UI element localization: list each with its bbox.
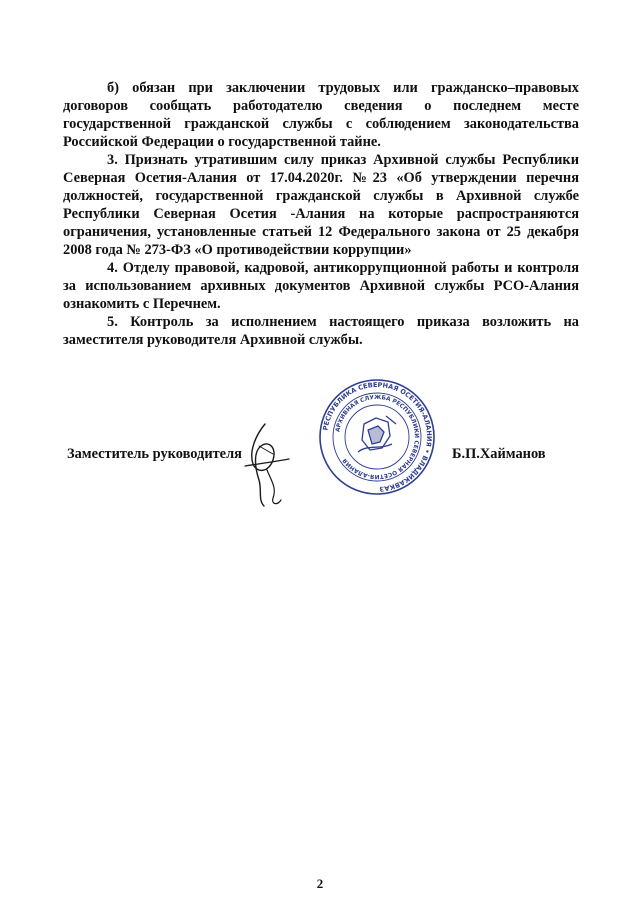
page-number: 2 [316,876,324,891]
document-body [63,79,579,349]
paragraph-4: 4. Отделу правовой, кадровой, антикоррупционной работы и контроля за использованием архивных документов Архивной службы РСО-Алания ознакомить с Перечнем. [63,260,579,312]
signer-title: Заместитель руководителя [67,446,242,462]
paragraph-3: 3. Признать утратившим силу приказ Архивной службы Республики Северная Осетия-Алания от 17.04.2020г. №23 «Об утверждении перечня должностей, государственной гражданской службы в Архивной службе Республики Северная Осетия -Алания на которые распространяются ограничения, установленные статьей 12 Федерального закона от 25 декабря 2008 года № 273-ФЗ «О противодействии коррупции» [63,152,579,258]
paragraph-b: б) обязан при заключении трудовых или гражданско–правовых договоров сообщать работодателю сведения о последнем месте государственной гражданской службы с соблюдением законодательства Российской Федерации о государственной тайне. [63,80,579,150]
official-seal-icon [318,378,436,496]
paragraph-5: 5. Контроль за исполнением настоящего приказа возложить на заместителя руководителя Архивной службы. [63,314,579,348]
seal-outer-text: РЕСПУБЛИКА СЕВЕРНАЯ ОСЕТИЯ-АЛАНИЯ • ВЛАДИКАВКАЗ [321,380,434,493]
handwritten-signature-icon [243,420,293,510]
signer-name: Б.П.Хайманов [452,446,546,462]
seal-inner-text: АРХИВНАЯ СЛУЖБА РЕСПУБЛИКИ СЕВЕРНАЯ ОСЕТИЯ-АЛАНИЯ [335,394,420,480]
